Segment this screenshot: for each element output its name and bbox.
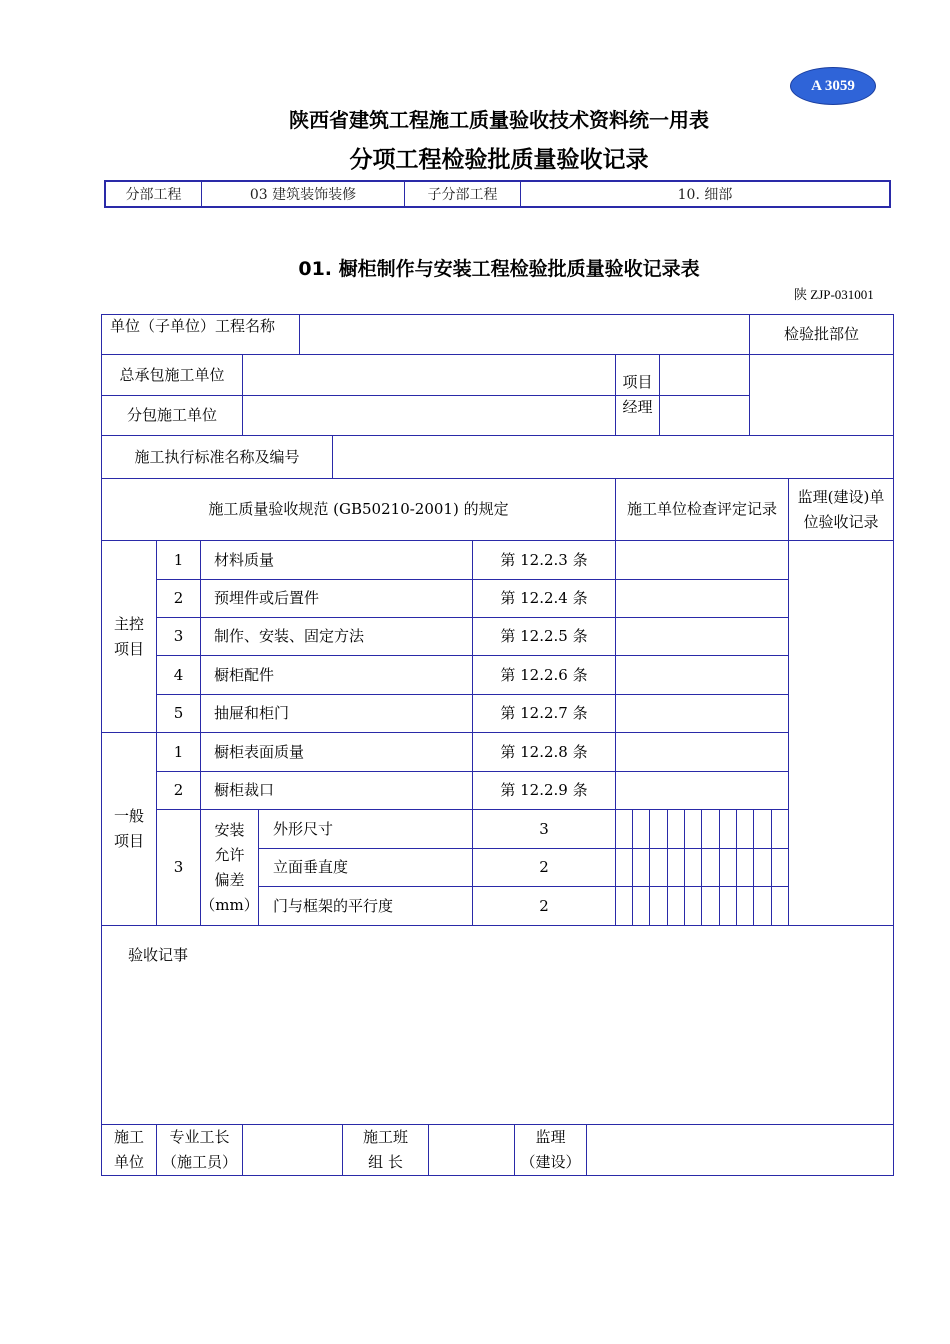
standard-value[interactable]	[333, 436, 893, 478]
project-name-value[interactable]	[300, 315, 748, 354]
main-control-group-label	[102, 541, 156, 732]
tolerance-label-line3: 偏差	[214, 870, 245, 889]
inspection-lot-label: 检验批部位	[783, 325, 859, 343]
general-contractor-value[interactable]	[243, 355, 615, 395]
sign-supervisor-line2: （建设）	[520, 1153, 581, 1171]
tolerance-row-value: 3	[539, 819, 549, 838]
sign-foreman-value[interactable]	[243, 1125, 342, 1175]
form-code: 陕 ZJP-031001	[794, 287, 874, 302]
general-group-label-line1: 一般	[113, 807, 144, 825]
general-item-clause: 第 12.2.8 条	[500, 742, 588, 761]
project-manager-sub-value[interactable]	[660, 396, 749, 435]
main-item-name: 预埋件或后置件	[214, 589, 320, 607]
project-manager-label-line2: 经理	[622, 398, 653, 416]
division-value: 03 建筑装饰装修	[202, 181, 405, 207]
main-item-no: 1	[173, 550, 184, 569]
sign-construction-unit-label	[102, 1125, 156, 1175]
tolerance-label	[201, 810, 258, 925]
main-group-label-line2: 项目	[113, 639, 144, 658]
sign-team-line2: 组 长	[368, 1153, 403, 1171]
tolerance-row-name: 立面垂直度	[273, 858, 349, 876]
project-manager-label-line1: 项目	[622, 373, 653, 391]
remarks-area[interactable]	[102, 970, 893, 1123]
general-item-name: 橱柜表面质量	[214, 742, 305, 761]
subdivision-value: 10. 细部	[521, 181, 891, 207]
main-item-name: 橱柜配件	[214, 665, 275, 684]
spec-column-header: 施工质量验收规范 (GB50210-2001) 的规定	[208, 500, 509, 518]
sign-unit-line1: 施工	[113, 1128, 144, 1146]
form-number-badge: A 3059	[790, 67, 876, 105]
inspection-lot-value[interactable]	[750, 355, 893, 435]
sign-team-line1: 施工班	[362, 1128, 408, 1146]
supervisor-header-line1: 监理(建设)单	[797, 487, 885, 506]
tolerance-item-no: 3	[173, 858, 184, 876]
general-group-label-line2: 项目	[113, 832, 144, 850]
province-title: 陕西省建筑工程施工质量验收技术资料统一用表	[289, 108, 709, 132]
sign-team-leader-value[interactable]	[429, 1125, 514, 1175]
form-title: 01. 橱柜制作与安装工程检验批质量验收记录表	[298, 258, 700, 280]
sign-supervisor-line1: 监理	[535, 1128, 566, 1146]
main-item-no: 4	[173, 665, 184, 684]
general-item-name: 橱柜裁口	[214, 781, 275, 799]
project-manager-general-value[interactable]	[660, 355, 749, 395]
subdivision-label: 子分部工程	[405, 181, 521, 207]
sign-foreman-line1: 专业工长	[169, 1128, 230, 1146]
main-item-clause: 第 12.2.6 条	[500, 665, 588, 684]
main-item-no: 3	[173, 627, 184, 645]
sign-unit-line2: 单位	[113, 1153, 144, 1171]
division-header-table	[104, 180, 891, 208]
subcontractor-label: 分包施工单位	[126, 406, 217, 424]
standard-label: 施工执行标准名称及编号	[134, 447, 300, 466]
division-label: 分部工程	[105, 181, 202, 207]
main-item-name: 制作、安装、固定方法	[214, 627, 365, 645]
main-item-name: 抽屉和柜门	[214, 704, 290, 722]
supervisor-header-line2: 位验收记录	[803, 512, 879, 531]
tolerance-label-line4: （mm）	[200, 895, 259, 914]
sign-foreman-line2: （施工员）	[161, 1153, 237, 1171]
tolerance-row-value: 2	[539, 896, 549, 915]
sign-foreman-label	[157, 1125, 242, 1175]
general-item-no: 1	[173, 742, 184, 761]
project-name-label: 单位（子单位）工程名称	[110, 316, 276, 335]
main-group-label-line1: 主控	[113, 614, 144, 633]
main-item-no: 5	[173, 704, 184, 722]
supervisor-column-header	[789, 479, 893, 540]
main-item-no: 2	[173, 589, 184, 607]
record-title: 分项工程检验批质量验收记录	[349, 147, 649, 173]
tolerance-row-name: 门与框架的平行度	[273, 896, 394, 915]
sign-supervisor-label	[515, 1125, 586, 1175]
general-group-label	[102, 733, 156, 925]
general-contractor-label: 总承包施工单位	[119, 365, 225, 384]
main-item-name: 材料质量	[214, 550, 275, 569]
tolerance-row-name: 外形尺寸	[273, 819, 334, 838]
tolerance-label-line2: 允许	[214, 845, 245, 864]
general-item-clause: 第 12.2.9 条	[500, 781, 588, 799]
main-item-clause: 第 12.2.7 条	[500, 704, 588, 722]
general-item-no: 2	[173, 781, 184, 799]
contractor-check-column-header: 施工单位检查评定记录	[626, 500, 777, 518]
project-manager-label	[616, 355, 659, 435]
main-item-clause: 第 12.2.3 条	[500, 550, 588, 569]
sign-supervisor-value[interactable]	[587, 1125, 893, 1175]
tolerance-label-line1: 安装	[214, 820, 245, 839]
main-item-clause: 第 12.2.4 条	[500, 589, 588, 607]
remarks-label: 验收记事	[128, 946, 189, 964]
main-item-clause: 第 12.2.5 条	[500, 627, 588, 645]
supervisor-acceptance-value[interactable]	[789, 541, 893, 925]
sign-team-leader-label	[343, 1125, 428, 1175]
tolerance-row-value: 2	[539, 858, 549, 876]
subcontractor-value[interactable]	[243, 396, 615, 435]
